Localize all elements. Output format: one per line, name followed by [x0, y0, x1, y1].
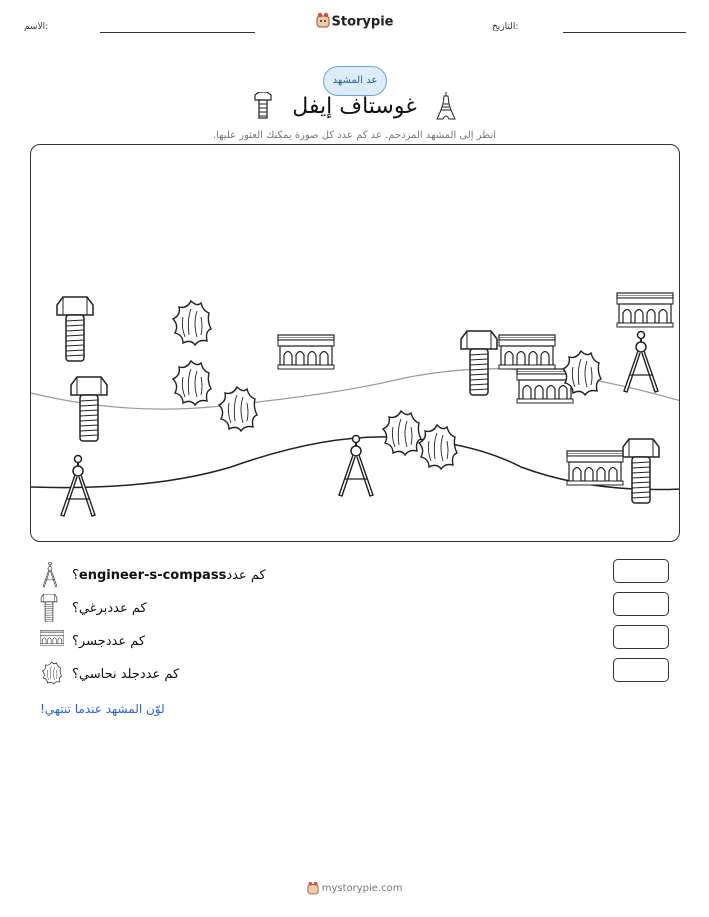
name-label: الاسم: [24, 22, 49, 32]
activity-badge: عد المشهد [323, 66, 387, 96]
answer-box-2[interactable] [613, 592, 669, 616]
copper-skin-scene-item[interactable] [383, 411, 421, 455]
bolt-scene-item[interactable] [71, 377, 107, 441]
footer [0, 881, 709, 895]
compass-scene-item[interactable] [61, 456, 95, 517]
compass-scene-item[interactable] [339, 436, 373, 497]
copper-skin-scene-item[interactable] [173, 301, 211, 345]
answer-box-3[interactable] [613, 625, 669, 649]
bridge-scene-item[interactable] [278, 335, 334, 369]
question-suffix: ؟ [72, 633, 79, 649]
brand [0, 12, 709, 32]
bolt-scene-item[interactable] [623, 439, 659, 503]
bridge-scene-item[interactable] [499, 335, 555, 369]
bolt-scene-item[interactable] [57, 297, 93, 361]
copper-skin-scene-item[interactable] [173, 361, 211, 405]
question-item: جسر [78, 633, 106, 649]
date-line[interactable] [563, 32, 686, 33]
bridge-icon [40, 630, 64, 650]
question-prefix: كم عدد [139, 666, 180, 682]
copper-skin-scene-item[interactable] [219, 387, 257, 431]
question-item: برغي [78, 600, 108, 616]
name-line[interactable] [100, 32, 255, 33]
answer-box-4[interactable] [613, 658, 669, 682]
question-prefix: كم عدد [107, 600, 147, 616]
bolt-scene-item[interactable] [461, 331, 497, 395]
storypie-logo-icon [307, 883, 322, 894]
question-item: engineer-s-compass [78, 567, 227, 583]
storypie-logo-icon [316, 12, 330, 32]
question-4 [72, 662, 179, 686]
question-suffix: ؟ [72, 600, 79, 616]
compass-icon [40, 562, 60, 592]
answer-box-1[interactable] [613, 559, 669, 583]
color-instruction: لوّن المشهد عندما تنتهي! [40, 702, 165, 716]
bolt-icon [40, 594, 58, 626]
question-prefix: كم عدد [105, 633, 146, 649]
question-prefix: كم عدد [226, 567, 266, 583]
question-suffix: ؟ [72, 666, 79, 682]
question-suffix: ؟ [72, 567, 79, 583]
bridge-scene-item[interactable] [567, 451, 623, 485]
bridge-scene-item[interactable] [617, 293, 673, 327]
bridge-scene-item[interactable] [517, 369, 573, 403]
question-item: جلد نحاسي [78, 666, 140, 682]
instructions: انظر إلى المشهد المزدحم. عد كم عدد كل صورة يمكنك العثور عليها. [212, 130, 497, 141]
question-1 [72, 563, 266, 587]
page-title: غوستاف إيفل [292, 94, 417, 119]
brand-name: Storypie [331, 14, 394, 30]
counting-scene[interactable] [30, 144, 680, 542]
date-label: التاريخ: [492, 22, 519, 32]
footer-link[interactable]: mystorypie.com [321, 883, 403, 894]
question-3 [72, 629, 145, 653]
compass-scene-item[interactable] [624, 332, 658, 393]
copper-skin-scene-item[interactable] [419, 425, 457, 469]
copper-skin-icon [40, 661, 64, 689]
eiffel-tower-icon [436, 92, 456, 124]
question-2 [72, 596, 147, 620]
